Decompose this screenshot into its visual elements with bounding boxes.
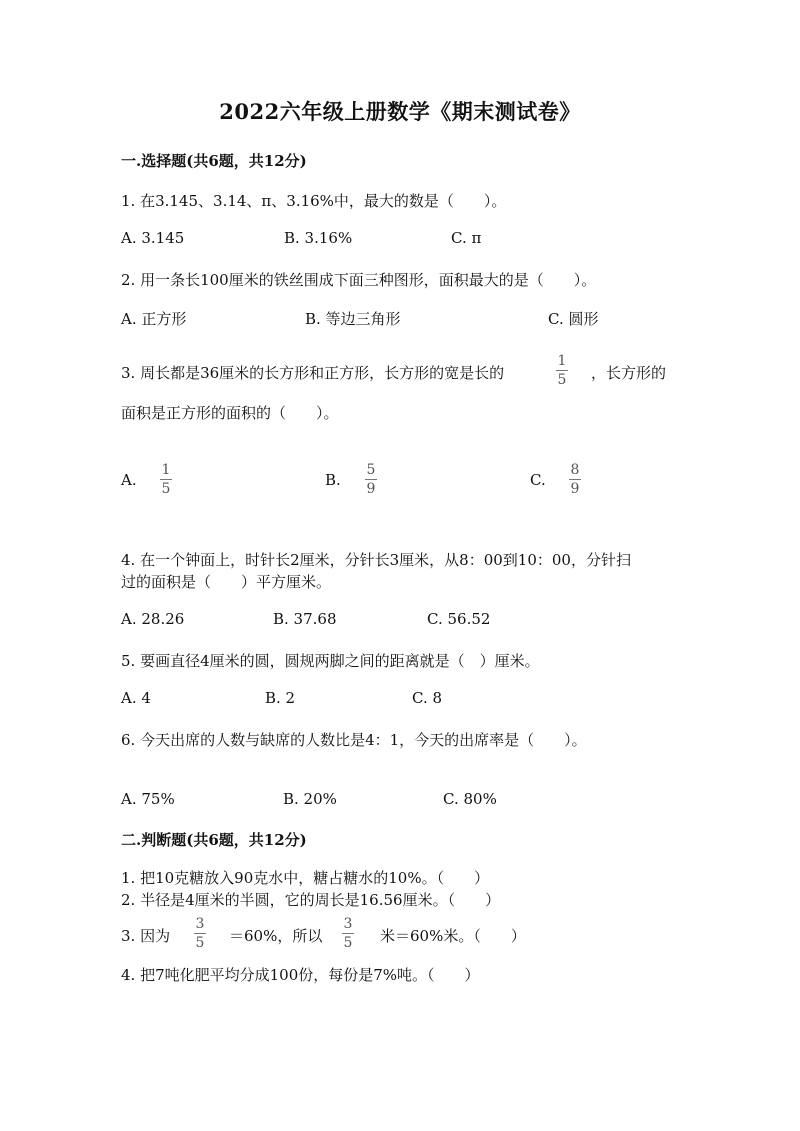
fraction-numerator: 1 <box>557 353 567 369</box>
q5-option-b: B. 2 <box>265 689 296 707</box>
q3-option-c-fraction <box>569 463 581 496</box>
q2-option-c: C. 圆形 <box>548 310 599 328</box>
question-4-line1: 4. 在一个钟面上，时针长2厘米，分针长3厘米，从8：00到10：00，分针扫 <box>121 551 631 569</box>
question-3-line1-part1: 3. 周长都是36厘米的长方形和正方形，长方形的宽是长的 <box>121 364 505 382</box>
q1-option-a: A. 3.145 <box>121 229 185 247</box>
judgement-3-part-a: 3. 因为 <box>121 927 171 945</box>
q5-option-a: A. 4 <box>121 689 151 707</box>
question-5: 5. 要画直径4厘米的圆，圆规两脚之间的距离就是（ ）厘米。 <box>121 652 540 670</box>
judgement-3-fraction-a <box>194 917 206 950</box>
fraction-numerator: 8 <box>570 462 580 478</box>
q2-option-b: B. 等边三角形 <box>305 310 401 328</box>
question-4-line2: 过的面积是（ ）平方厘米。 <box>121 573 332 591</box>
fraction-bar <box>160 479 172 480</box>
q1-option-c: C. π <box>451 229 482 247</box>
fraction-numerator: 1 <box>161 462 171 478</box>
q2-option-a: A. 正方形 <box>121 310 187 328</box>
fraction-denominator: 5 <box>161 481 171 497</box>
fraction-numerator: 3 <box>343 916 353 932</box>
fraction-bar <box>556 370 568 371</box>
q4-option-b: B. 37.68 <box>273 610 337 628</box>
q3-option-a-fraction <box>160 463 172 496</box>
q3-option-b-fraction <box>365 463 377 496</box>
q4-option-c: C. 56.52 <box>427 610 491 628</box>
question-6: 6. 今天出席的人数与缺席的人数比是4：1，今天的出席率是（ ）。 <box>121 731 587 749</box>
judgement-4: 4. 把7吨化肥平均分成100份，每份是7%吨。（ ） <box>121 966 480 984</box>
fraction-bar <box>569 479 581 480</box>
judgement-3-part-c: 米＝60%米。（ ） <box>380 927 526 945</box>
fraction-bar <box>342 933 354 934</box>
question-3-line2: 面积是正方形的面积的（ ）。 <box>121 404 339 422</box>
judgement-3-fraction-b <box>342 917 354 950</box>
fraction-denominator: 9 <box>570 481 580 497</box>
section-heading-judgement: 二.判断题(共6题，共12分) <box>121 831 307 849</box>
q4-option-a: A. 28.26 <box>121 610 185 628</box>
q6-option-a: A. 75% <box>121 790 175 808</box>
fraction-numerator: 5 <box>366 462 376 478</box>
fraction-denominator: 9 <box>366 481 376 497</box>
fraction-numerator: 3 <box>195 916 205 932</box>
judgement-1: 1. 把10克糖放入90克水中，糖占糖水的10%。（ ） <box>121 869 490 887</box>
question-2: 2. 用一条长100厘米的铁丝围成下面三种图形，面积最大的是（ ）。 <box>121 271 597 289</box>
fraction-denominator: 5 <box>195 935 205 951</box>
q6-option-b: B. 20% <box>283 790 337 808</box>
question-1: 1. 在3.145、3.14、π、3.16%中，最大的数是（ ）。 <box>121 192 507 210</box>
q6-option-c: C. 80% <box>443 790 497 808</box>
q1-option-b: B. 3.16% <box>284 229 353 247</box>
q3-option-b-label: B. <box>325 471 341 489</box>
section-heading-choice: 一.选择题(共6题，共12分) <box>121 152 307 170</box>
judgement-3-part-b: ＝60%，所以 <box>229 927 323 945</box>
fraction-denominator: 5 <box>343 935 353 951</box>
page-title: 2022六年级上册数学《期末测试卷》 <box>219 99 581 124</box>
q3-option-c-label: C. <box>530 471 546 489</box>
q3-inline-fraction <box>556 354 568 387</box>
question-3-line1-part2: ，长方形的 <box>591 364 667 382</box>
judgement-2: 2. 半径是4厘米的半圆，它的周长是16.56厘米。（ ） <box>121 891 501 909</box>
fraction-bar <box>365 479 377 480</box>
q5-option-c: C. 8 <box>412 689 443 707</box>
q3-option-a-label: A. <box>121 471 137 489</box>
fraction-bar <box>194 933 206 934</box>
fraction-denominator: 5 <box>557 372 567 388</box>
